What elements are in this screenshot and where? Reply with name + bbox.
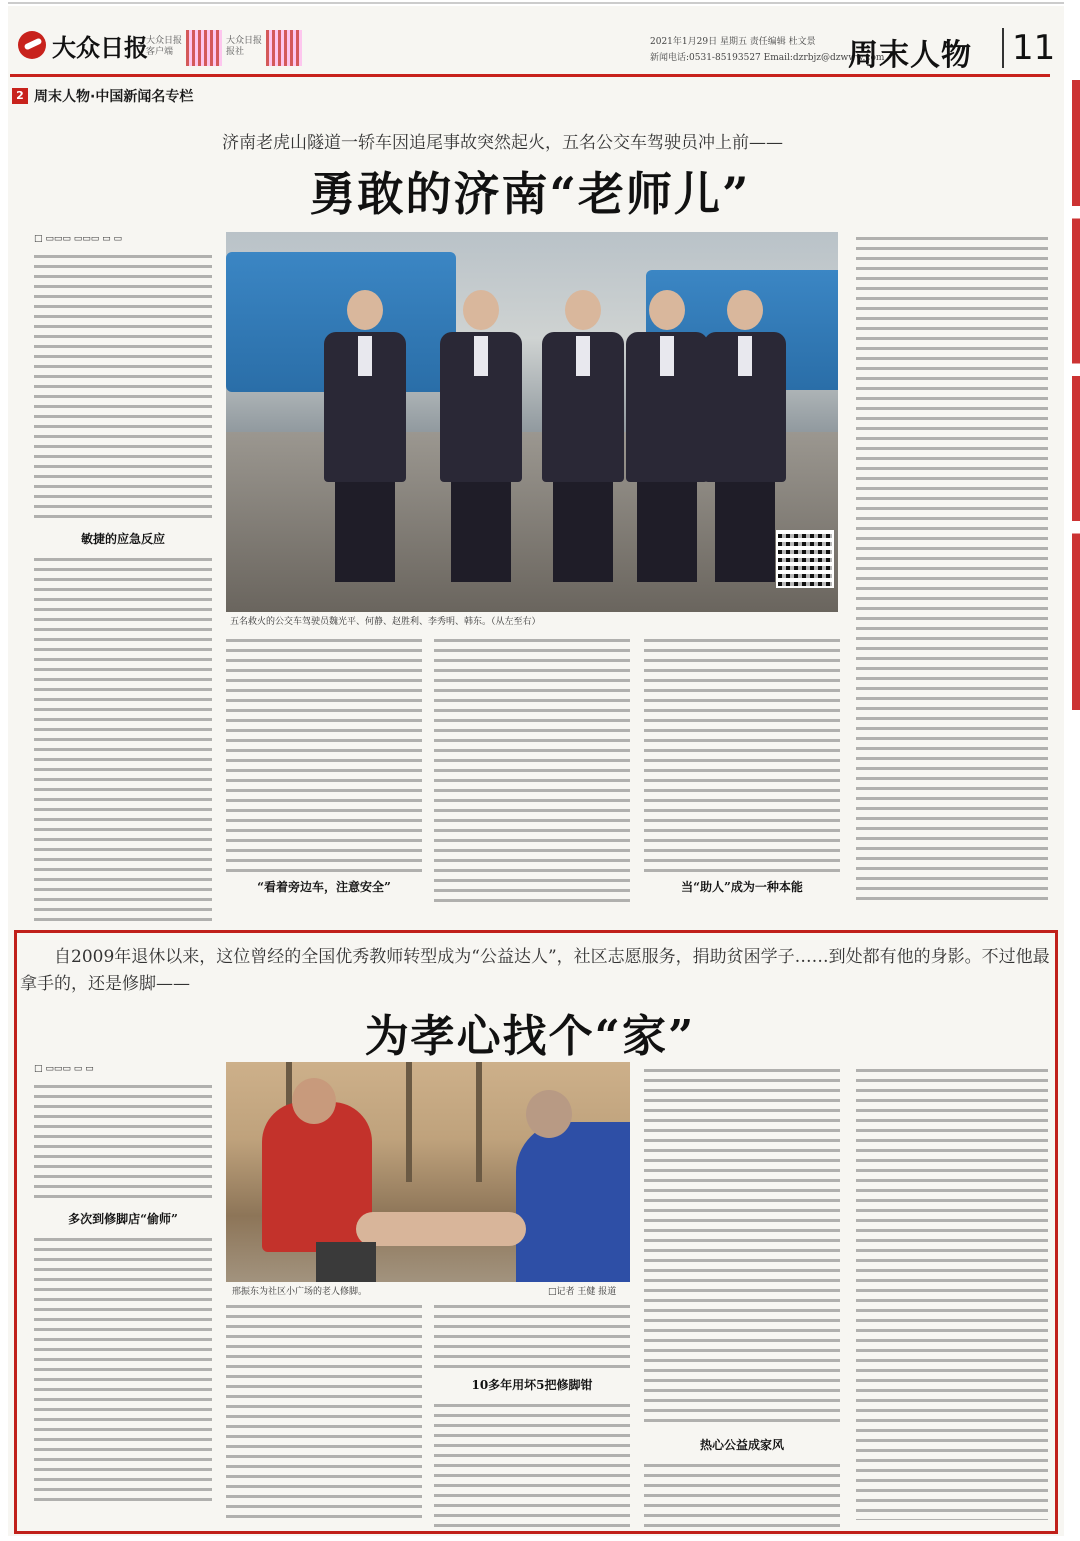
- article1-subhead-1: 敏捷的应急反应: [80, 532, 165, 546]
- body-text-block: [226, 1302, 422, 1520]
- body-text-block: [644, 636, 840, 872]
- logo-text: 大众日报: [52, 32, 148, 62]
- article2-kicker: 自2009年退休以来，这位曾经的全国优秀教师转型成为“公益达人”，社区志愿服务，捐助贫困学子……到处都有他的身影。不过他最拿手的，还是修脚——: [20, 947, 1050, 994]
- driver-figure: [324, 290, 406, 582]
- body-text-block: [644, 1066, 840, 1428]
- section-title: 周末人物: [848, 38, 972, 73]
- article1-column-2: [226, 636, 422, 895]
- qr-code-icon: [266, 30, 302, 66]
- article2-photo-caption: 邢振东为社区小广场的老人修脚。: [232, 1287, 368, 1297]
- driver-figure: [542, 290, 624, 582]
- qr-code-icon: [186, 30, 222, 66]
- adjacent-page-strip: [1072, 80, 1080, 710]
- article2-photo: [226, 1062, 630, 1282]
- article2-column-2: [226, 1302, 422, 1520]
- article1-byline: □ ▭▭▭ ▭▭▭ ▭ ▭: [34, 234, 122, 244]
- driver-figure: [626, 290, 708, 582]
- body-text-block: [226, 636, 422, 872]
- article1-headline: 勇敢的济南“老师儿”: [309, 167, 751, 221]
- tree-image: [406, 1062, 412, 1182]
- body-text-block: [34, 1082, 212, 1202]
- body-text-block: [434, 1302, 630, 1368]
- foot-image: [356, 1212, 526, 1246]
- body-text-block: [856, 234, 1048, 902]
- mini-label-1: 大众日报 客户端: [146, 36, 183, 57]
- elder-figure: [516, 1122, 630, 1282]
- tree-image: [476, 1062, 482, 1182]
- article1-subhead-2: “看着旁边车，注意安全”: [257, 880, 391, 894]
- body-text-block: [434, 1401, 630, 1531]
- contact-meta: 新闻电话:0531-85193527 Email:dzrbjz@dzwww.com: [650, 53, 885, 63]
- article2-subhead-3: 热心公益成家风: [699, 1438, 784, 1452]
- article2-photo-credit: □记者 王健 报道: [548, 1287, 617, 1297]
- article2-column-3: [434, 1302, 630, 1531]
- body-text-block: [856, 1066, 1048, 1520]
- article2-headline: 为孝心找个“家”: [364, 1011, 696, 1062]
- body-text-block: [34, 555, 212, 925]
- body-text-block: [434, 636, 630, 902]
- masthead: [10, 26, 1056, 76]
- issue-meta: 2021年1月29日 星期五 责任编辑 杜文景: [650, 37, 816, 47]
- page-number: 11: [1002, 28, 1055, 68]
- article2-subhead-1: 多次到修脚店“偷师”: [68, 1212, 178, 1226]
- article2-byline: □ ▭▭▭ ▭ ▭: [34, 1064, 94, 1074]
- article2-column-1: [34, 1064, 212, 1505]
- driver-figure: [440, 290, 522, 582]
- body-text-block: [34, 1235, 212, 1505]
- article1-photo-caption: 五名救火的公交车驾驶员魏光平、何静、赵胜利、李秀明、韩东。（从左至右）: [230, 617, 541, 627]
- article1-column-5: [856, 234, 1048, 902]
- elder-head: [526, 1090, 572, 1138]
- article2-subhead-2: 10多年用坏5把修脚钳: [471, 1378, 593, 1392]
- column-tag: [12, 86, 193, 106]
- qr-code-icon: [778, 532, 832, 586]
- driver-figure: [704, 290, 786, 582]
- logo-mark-icon: [18, 31, 46, 59]
- column-tag-icon: 2: [12, 88, 28, 104]
- column-tag-label: 周末人物·中国新闻名专栏: [34, 89, 194, 105]
- article1-photo: [226, 232, 838, 612]
- mini-label-2: 大众日报 报社: [226, 36, 263, 57]
- article2-column-5: [856, 1066, 1048, 1520]
- newspaper-logo: [18, 28, 158, 62]
- article1-kicker: 济南老虎山隧道一轿车因追尾事故突然起火，五名公交车驾驶员冲上前——: [222, 133, 783, 153]
- page-top-edge: [8, 2, 1064, 4]
- article1-subhead-3: 当“助人”成为一种本能: [681, 880, 803, 894]
- pedicurist-head: [292, 1078, 336, 1124]
- article1-column-4: [644, 636, 840, 895]
- article1-column-3: [434, 636, 630, 902]
- article1-column-1: [34, 234, 212, 925]
- masthead-rule: [10, 74, 1050, 77]
- body-text-block: [34, 252, 212, 522]
- body-text-block: [644, 1461, 840, 1531]
- article2-column-4: [644, 1066, 840, 1531]
- stool-image: [316, 1242, 376, 1282]
